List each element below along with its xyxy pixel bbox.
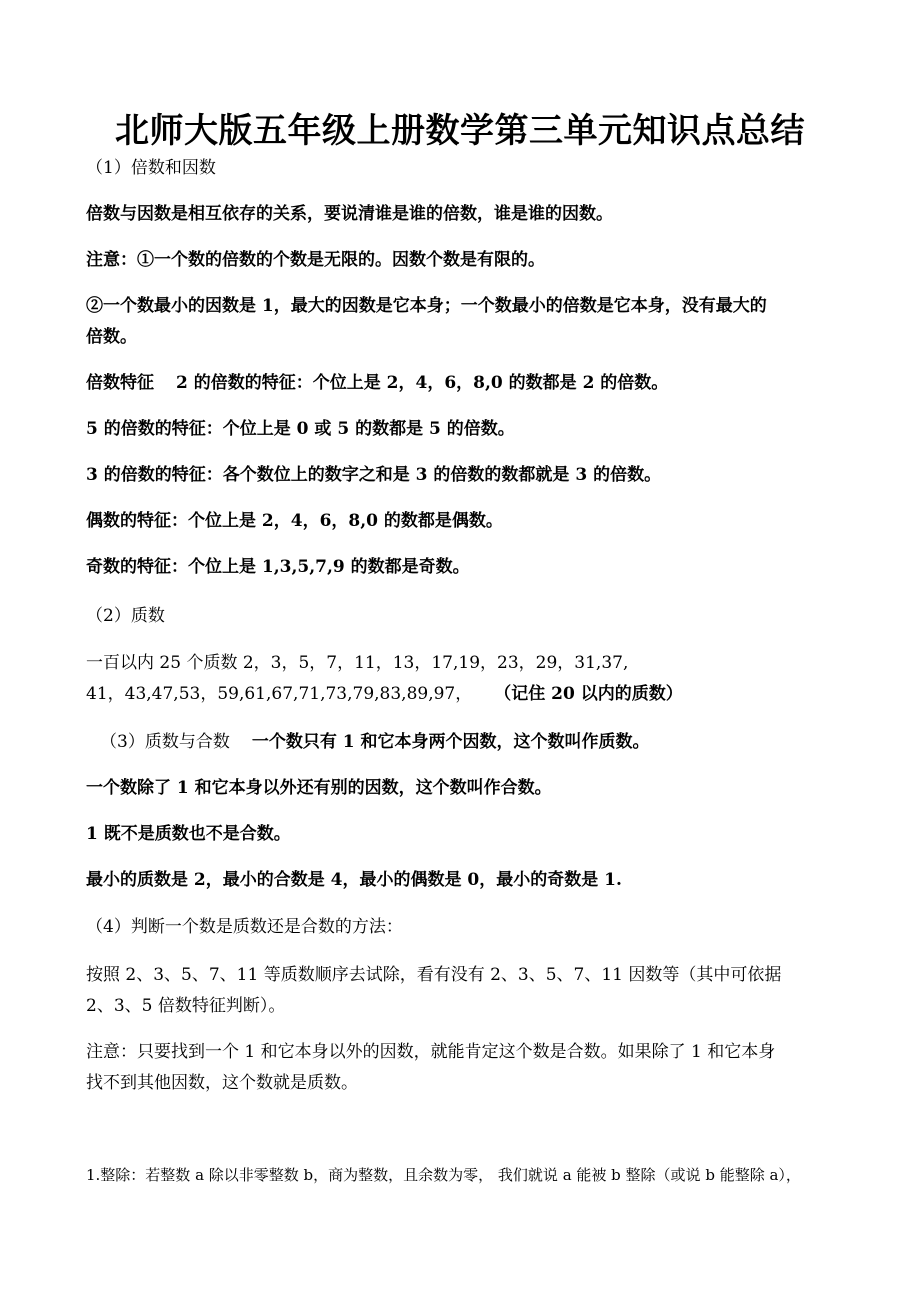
paragraph: 倍数与因数是相互依存的关系，要说清谁是谁的倍数，谁是谁的因数。 xyxy=(86,204,613,224)
paragraph: 注意：①一个数的倍数的个数是无限的。因数个数是有限的。 xyxy=(86,250,545,270)
paragraph: 2、3、5 倍数特征判断）。 xyxy=(86,996,286,1016)
prime-list: 41，43,47,53，59,61,67,71,73,79,83,89,97， xyxy=(86,684,473,704)
multiple-feature-label: 倍数特征 xyxy=(86,373,154,393)
paragraph: 偶数的特征：个位上是 2，4，6，8,0 的数都是偶数。 xyxy=(86,511,503,531)
paragraph: 一个数除了 1 和它本身以外还有别的因数，这个数叫作合数。 xyxy=(86,778,552,798)
prime-note: （记住 20 以内的质数） xyxy=(494,684,683,704)
section-heading-2: （2）质数 xyxy=(86,606,165,626)
section-heading-1: （1）倍数和因数 xyxy=(86,158,216,178)
paragraph xyxy=(86,679,834,710)
paragraph: 找不到其他因数，这个数就是质数。 xyxy=(86,1073,358,1093)
paragraph: 注意：只要找到一个 1 和它本身以外的因数，就能肯定这个数是合数。如果除了 1 和它本身 xyxy=(86,1042,776,1062)
paragraph xyxy=(100,727,848,758)
prime-definition: 一个数只有 1 和它本身两个因数，这个数叫作质数。 xyxy=(251,732,650,752)
section-heading-4: （4）判断一个数是质数还是合数的方法： xyxy=(86,917,403,937)
paragraph: 倍数。 xyxy=(86,327,137,347)
paragraph: 3 的倍数的特征：各个数位上的数字之和是 3 的倍数的数都就是 3 的倍数。 xyxy=(86,465,662,485)
paragraph: ②一个数最小的因数是 1，最大的因数是它本身；一个数最小的倍数是它本身，没有最大的 xyxy=(86,296,767,316)
paragraph: 最小的质数是 2，最小的合数是 4，最小的偶数是 0，最小的奇数是 1. xyxy=(86,870,622,890)
multiple-feature-text: 2 的倍数的特征：个位上是 2，4，6，8,0 的数都是 2 的倍数。 xyxy=(176,373,669,393)
paragraph: 1.整除：若整数 a 除以非零整数 b，商为整数，且余数为零， 我们就说 a 能被 b 整除（或说 b 能整除 a）， xyxy=(86,1166,801,1184)
paragraph: 按照 2、3、5、7、11 等质数顺序去试除，看有没有 2、3、5、7、11 因数等（其中可依据 xyxy=(86,965,782,985)
paragraph: 奇数的特征：个位上是 1,3,5,7,9 的数都是奇数。 xyxy=(86,557,470,577)
paragraph: 5 的倍数的特征：个位上是 0 或 5 的数都是 5 的倍数。 xyxy=(86,419,515,439)
paragraph: 1 既不是质数也不是合数。 xyxy=(86,824,291,844)
paragraph xyxy=(86,368,834,399)
paragraph: 一百以内 25 个质数 2，3，5，7，11，13，17,19，23，29，31,37, xyxy=(86,653,629,673)
document-title: 北师大版五年级上册数学第三单元知识点总结 xyxy=(115,111,805,151)
section-heading-3: （3）质数与合数 xyxy=(100,732,230,752)
